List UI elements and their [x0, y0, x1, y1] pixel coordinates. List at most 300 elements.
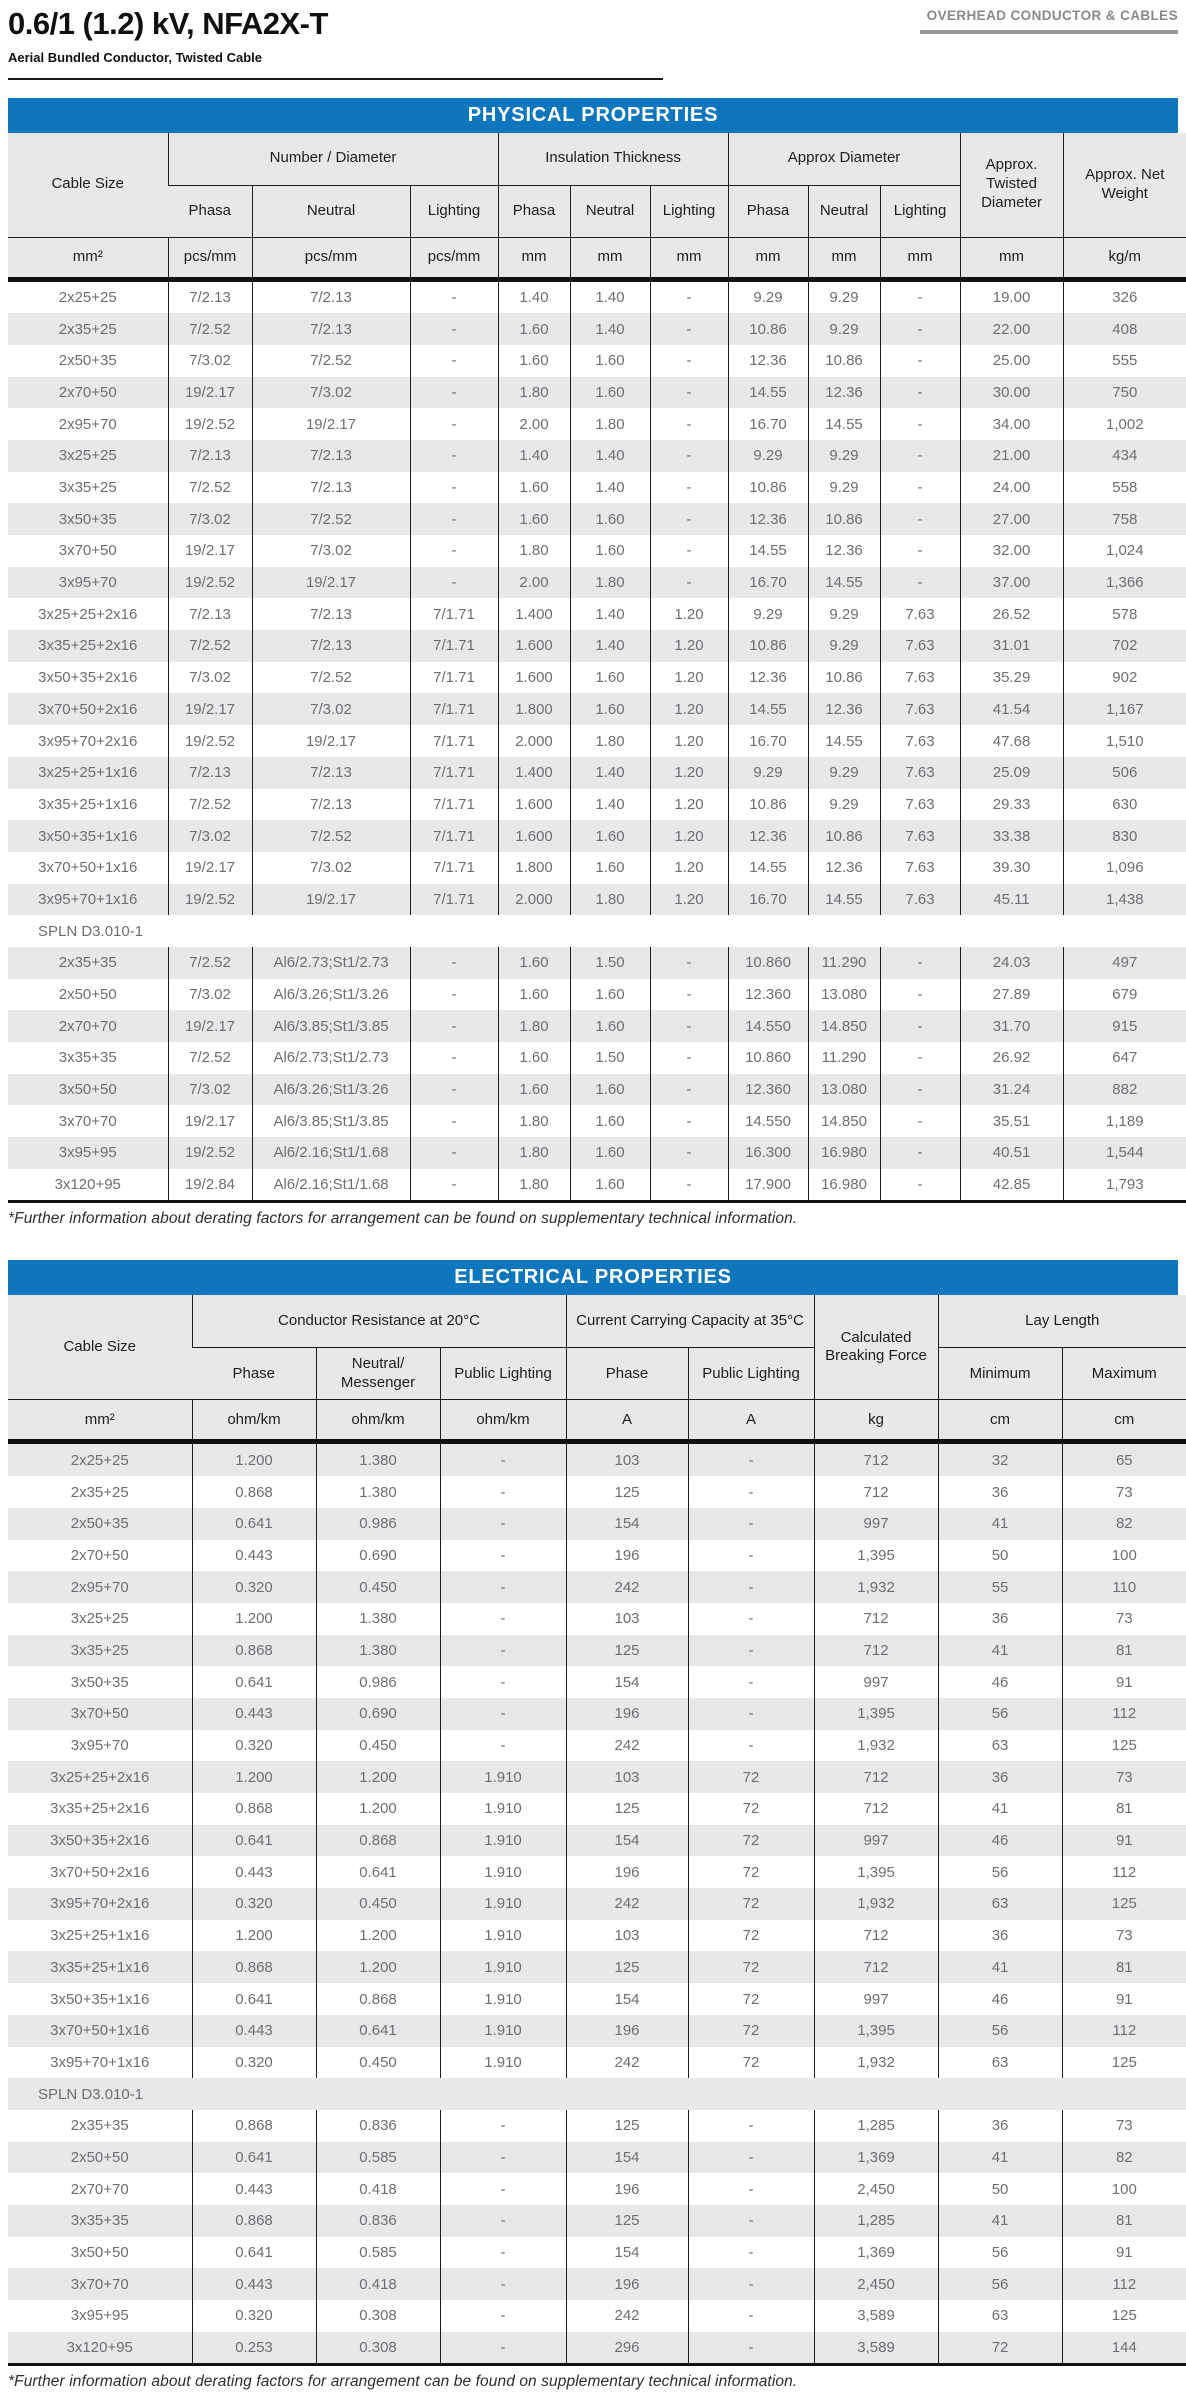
table-row [8, 2205, 1186, 2237]
value-cell: 42.85 [960, 1169, 1063, 1202]
cable-size-cell: 3x35+25+1x16 [38, 795, 138, 813]
value-cell: - [650, 503, 728, 535]
table-row [8, 1666, 1186, 1698]
value-cell: - [880, 1169, 960, 1202]
table-row [8, 345, 1186, 377]
table-row [8, 2332, 1186, 2365]
value-cell: 7/2.13 [252, 440, 410, 472]
value-cell: 7/3.02 [168, 979, 252, 1011]
value-cell: 1.910 [440, 1825, 566, 1857]
table-row [8, 2268, 1186, 2300]
value-cell: 7/3.02 [168, 820, 252, 852]
value-cell: - [650, 535, 728, 567]
value-cell: 91 [1062, 2237, 1186, 2269]
value-cell: 1.600 [498, 820, 570, 852]
value-cell: 31.01 [960, 630, 1063, 662]
value-cell: 35.29 [960, 662, 1063, 694]
value-cell: 154 [566, 1508, 688, 1540]
table-row [8, 1508, 1186, 1540]
value-cell: 0.443 [192, 2173, 316, 2205]
value-cell: 1.380 [316, 1603, 440, 1635]
value-cell: 3,589 [814, 2332, 938, 2365]
cable-size-cell: 3x70+50+2x16 [50, 1863, 150, 1881]
value-cell: - [650, 1074, 728, 1106]
value-cell: 47.68 [960, 725, 1063, 757]
value-cell: 0.585 [316, 2237, 440, 2269]
value-cell: 0.320 [192, 1571, 316, 1603]
value-cell: 103 [566, 1603, 688, 1635]
value-cell: 0.868 [192, 2205, 316, 2237]
electrical-properties-table [8, 1295, 1186, 2366]
col-subheader: Public Lighting [440, 1348, 566, 1400]
value-cell: 1.80 [498, 535, 570, 567]
value-cell: 10.86 [808, 503, 880, 535]
unit-cell: mm² [8, 237, 168, 279]
value-cell: 242 [566, 1571, 688, 1603]
value-cell: - [650, 377, 728, 409]
value-cell: 7.63 [880, 820, 960, 852]
value-cell: 32 [938, 1442, 1062, 1476]
table-row [8, 2300, 1186, 2332]
value-cell: 36 [938, 1603, 1062, 1635]
value-cell: 41 [938, 2205, 1062, 2237]
unit-cell: mm [650, 237, 728, 279]
value-cell: 72 [688, 1888, 814, 1920]
value-cell: 125 [566, 2110, 688, 2142]
cable-size-cell: 3x35+25 [8, 1635, 192, 1667]
value-cell: 0.641 [192, 1825, 316, 1857]
value-cell: 1.40 [570, 440, 650, 472]
value-cell: 1.20 [650, 884, 728, 916]
cable-size-cell: 3x120+95 [54, 1176, 121, 1194]
cable-size-cell: 3x70+70 [58, 1112, 117, 1130]
value-cell: 1,285 [814, 2110, 938, 2142]
value-cell: 100 [1062, 1540, 1186, 1572]
value-cell: 1,932 [814, 1571, 938, 1603]
value-cell: 7.63 [880, 630, 960, 662]
value-cell: 29.33 [960, 789, 1063, 821]
header-group-row [8, 133, 1186, 186]
value-cell: 1.20 [650, 789, 728, 821]
value-cell: 1.80 [498, 1010, 570, 1042]
value-cell: 1.910 [440, 1761, 566, 1793]
value-cell: 1.80 [498, 377, 570, 409]
value-cell: 1.60 [498, 1042, 570, 1074]
table-row [8, 1825, 1186, 1857]
value-cell: 10.86 [728, 789, 808, 821]
value-cell: 1.800 [498, 693, 570, 725]
value-cell: 997 [814, 1983, 938, 2015]
value-cell: 1,395 [814, 1698, 938, 1730]
table-row [8, 1761, 1186, 1793]
value-cell: 0.868 [192, 1793, 316, 1825]
col-subheader: Public Lighting [688, 1348, 814, 1400]
value-cell: 81 [1062, 1635, 1186, 1667]
value-cell: 36 [938, 1761, 1062, 1793]
value-cell: - [880, 313, 960, 345]
value-cell: 830 [1063, 820, 1186, 852]
value-cell: - [440, 1603, 566, 1635]
physical-footnote: *Further information about derating factors for arrangement can be found on supplementary technical information. [8, 1210, 798, 1228]
value-cell: 63 [938, 1888, 1062, 1920]
value-cell: 46 [938, 1666, 1062, 1698]
value-cell: 14.55 [728, 693, 808, 725]
value-cell: 1.200 [192, 1761, 316, 1793]
value-cell: 0.836 [316, 2205, 440, 2237]
cable-size-cell: 3x25+25+2x16 [8, 1761, 192, 1793]
value-cell: 9.29 [728, 598, 808, 630]
value-cell: Al6/2.16;St1/1.68 [252, 1169, 410, 1202]
cable-size-cell: 3x25+25 [8, 440, 168, 472]
value-cell: - [440, 2300, 566, 2332]
value-cell: 7/2.13 [168, 440, 252, 472]
value-cell: 11.290 [808, 1042, 880, 1074]
value-cell: - [440, 1508, 566, 1540]
value-cell: 712 [814, 1476, 938, 1508]
table-row [8, 1074, 1186, 1106]
cable-size-cell: 3x70+50 [8, 1698, 192, 1730]
value-cell: 1,167 [1063, 693, 1186, 725]
table-row [8, 377, 1186, 409]
value-cell: 125 [1062, 2300, 1186, 2332]
value-cell: - [650, 440, 728, 472]
value-cell: - [410, 1074, 498, 1106]
value-cell: 1,932 [814, 1888, 938, 1920]
value-cell: 1,395 [814, 1856, 938, 1888]
value-cell: 0.641 [192, 1666, 316, 1698]
unit-cell: mm [880, 237, 960, 279]
value-cell: - [650, 408, 728, 440]
value-cell: 7/2.52 [168, 947, 252, 979]
value-cell: 22.00 [960, 313, 1063, 345]
unit-cell: mm [498, 237, 570, 279]
value-cell: 82 [1062, 2142, 1186, 2174]
value-cell: 50 [938, 1540, 1062, 1572]
value-cell: 1.40 [570, 598, 650, 630]
value-cell: 712 [814, 1793, 938, 1825]
value-cell: 242 [566, 2300, 688, 2332]
value-cell: 0.690 [316, 1698, 440, 1730]
unit-cell: mm [960, 237, 1063, 279]
table-row [8, 313, 1186, 345]
value-cell: 73 [1062, 2110, 1186, 2142]
value-cell: 1.200 [192, 1920, 316, 1952]
value-cell: 39.30 [960, 852, 1063, 884]
value-cell: 36 [938, 2110, 1062, 2142]
value-cell: 1.60 [570, 377, 650, 409]
value-cell: Al6/3.85;St1/3.85 [252, 1010, 410, 1042]
value-cell: 9.29 [808, 757, 880, 789]
value-cell: 555 [1063, 345, 1186, 377]
value-cell: 2.000 [498, 725, 570, 757]
value-cell: - [880, 279, 960, 313]
value-cell: 7/1.71 [410, 820, 498, 852]
value-cell: 154 [566, 1825, 688, 1857]
col-subheader: Maximum [1062, 1348, 1186, 1400]
table-row [8, 1042, 1186, 1074]
value-cell: 1.60 [570, 1010, 650, 1042]
value-cell: - [688, 2268, 814, 2300]
col-header-twisted-diameter: Approx. Twisted Diameter [960, 133, 1063, 238]
value-cell: 14.55 [728, 535, 808, 567]
value-cell: 1.20 [650, 820, 728, 852]
value-cell: 1.40 [570, 279, 650, 313]
value-cell: 41 [938, 1793, 1062, 1825]
value-cell: - [650, 345, 728, 377]
value-cell: - [880, 1042, 960, 1074]
value-cell: 41 [938, 1951, 1062, 1983]
value-cell: 19.00 [960, 279, 1063, 313]
value-cell: 0.641 [192, 1508, 316, 1540]
col-group-current-capacity: Current Carrying Capacity at 35°C [566, 1295, 814, 1348]
value-cell: 1.60 [498, 503, 570, 535]
value-cell: - [688, 2173, 814, 2205]
table-row [8, 1169, 1186, 1202]
value-cell: - [650, 1010, 728, 1042]
value-cell: 1.40 [570, 789, 650, 821]
value-cell: 34.00 [960, 408, 1063, 440]
cable-size-cell: 3x25+25+2x16 [38, 605, 138, 623]
value-cell: 1.40 [570, 313, 650, 345]
value-cell: - [880, 567, 960, 599]
value-cell: 1.80 [570, 567, 650, 599]
value-cell: 125 [566, 1476, 688, 1508]
cable-size-cell: 3x35+25+1x16 [8, 1951, 192, 1983]
value-cell: 1.380 [316, 1476, 440, 1508]
value-cell: 7/2.52 [252, 345, 410, 377]
col-header-cable-size: Cable Size [8, 1295, 192, 1400]
table-row [8, 2110, 1186, 2142]
value-cell: 12.36 [808, 693, 880, 725]
value-cell: 7/2.13 [252, 789, 410, 821]
value-cell: 1.60 [570, 693, 650, 725]
value-cell: - [410, 1137, 498, 1169]
value-cell: 125 [566, 2205, 688, 2237]
electrical-section-title: ELECTRICAL PROPERTIES [8, 1260, 1178, 1295]
value-cell: 1.60 [570, 820, 650, 852]
table-row [8, 1442, 1186, 1476]
value-cell: 19/2.52 [168, 408, 252, 440]
table-row [8, 503, 1186, 535]
value-cell: 14.850 [808, 1010, 880, 1042]
value-cell: 19/2.17 [252, 725, 410, 757]
value-cell: 7/2.13 [252, 472, 410, 504]
cable-size-cell: 3x95+70 [70, 1737, 129, 1755]
value-cell: 103 [566, 1761, 688, 1793]
table-row [8, 1635, 1186, 1667]
value-cell: - [880, 472, 960, 504]
section-label: SPLN D3.010-1 [8, 2078, 1186, 2110]
value-cell: 9.29 [728, 757, 808, 789]
value-cell: 1.910 [440, 1920, 566, 1952]
table-row [8, 1571, 1186, 1603]
unit-cell: A [566, 1400, 688, 1442]
value-cell: 497 [1063, 947, 1186, 979]
value-cell: 41.54 [960, 693, 1063, 725]
value-cell: 915 [1063, 1010, 1186, 1042]
value-cell: 12.36 [808, 852, 880, 884]
value-cell: - [688, 1666, 814, 1698]
value-cell: - [440, 2205, 566, 2237]
value-cell: 0.253 [192, 2332, 316, 2365]
unit-cell: ohm/km [316, 1400, 440, 1442]
value-cell: 0.308 [316, 2300, 440, 2332]
value-cell: - [410, 1169, 498, 1202]
value-cell: 72 [688, 1920, 814, 1952]
col-header-cable-size: Cable Size [8, 133, 168, 238]
value-cell: - [410, 313, 498, 345]
table-row [8, 630, 1186, 662]
value-cell: 19/2.52 [168, 1137, 252, 1169]
table-row [8, 1603, 1186, 1635]
table-row [8, 1856, 1186, 1888]
value-cell: - [688, 1571, 814, 1603]
value-cell: 16.70 [728, 408, 808, 440]
value-cell: 1.80 [570, 408, 650, 440]
value-cell: 19/2.17 [168, 377, 252, 409]
value-cell: Al6/3.26;St1/3.26 [252, 979, 410, 1011]
value-cell: 26.92 [960, 1042, 1063, 1074]
value-cell: 712 [814, 1951, 938, 1983]
cable-size-cell: 3x50+35+2x16 [38, 669, 138, 687]
value-cell: 56 [938, 1698, 1062, 1730]
value-cell: 196 [566, 1540, 688, 1572]
value-cell: 12.36 [808, 377, 880, 409]
value-cell: 0.443 [192, 1856, 316, 1888]
value-cell: 46 [938, 1825, 1062, 1857]
table-row [8, 915, 1186, 947]
value-cell: 2,450 [814, 2173, 938, 2205]
value-cell: 30.00 [960, 377, 1063, 409]
value-cell: - [440, 1635, 566, 1667]
value-cell: 0.450 [316, 1730, 440, 1762]
cable-size-cell: 3x50+50 [70, 2244, 129, 2262]
value-cell: - [688, 2205, 814, 2237]
value-cell: - [650, 1042, 728, 1074]
col-subheader: Minimum [938, 1348, 1062, 1400]
value-cell: 0.868 [192, 2110, 316, 2142]
table-row [8, 598, 1186, 630]
cable-size-cell: 2x50+35 [58, 352, 117, 370]
unit-cell: mm² [8, 1400, 192, 1442]
value-cell: 2.00 [498, 408, 570, 440]
value-cell: - [880, 1074, 960, 1106]
cable-size-cell: 3x25+25 [70, 1610, 129, 1628]
table-row [8, 2015, 1186, 2047]
value-cell: 154 [566, 2237, 688, 2269]
value-cell: 19/2.17 [168, 852, 252, 884]
value-cell: 25.09 [960, 757, 1063, 789]
value-cell: 7/3.02 [252, 852, 410, 884]
table-row [8, 2047, 1186, 2079]
value-cell: 1.60 [570, 662, 650, 694]
value-cell: 882 [1063, 1074, 1186, 1106]
value-cell: 10.86 [728, 313, 808, 345]
value-cell: 296 [566, 2332, 688, 2365]
value-cell: 196 [566, 1698, 688, 1730]
table-row [8, 2237, 1186, 2269]
value-cell: 14.55 [808, 884, 880, 916]
cable-size-cell: 3x70+50+2x16 [8, 693, 168, 725]
value-cell: 14.550 [728, 1010, 808, 1042]
physical-section-title: PHYSICAL PROPERTIES [8, 98, 1178, 133]
value-cell: 1.60 [570, 345, 650, 377]
value-cell: - [688, 1730, 814, 1762]
cable-size-cell: 2x25+25 [8, 1442, 192, 1476]
value-cell: 72 [688, 2047, 814, 2079]
value-cell: Al6/3.26;St1/3.26 [252, 1074, 410, 1106]
value-cell: 997 [814, 1666, 938, 1698]
table-row [8, 408, 1186, 440]
value-cell: 7.63 [880, 789, 960, 821]
value-cell: 10.86 [728, 630, 808, 662]
table-row [8, 1010, 1186, 1042]
value-cell: 19/2.52 [168, 725, 252, 757]
value-cell: 1.20 [650, 598, 728, 630]
col-subheader: Neutral/ Messenger [316, 1348, 440, 1400]
value-cell: - [410, 979, 498, 1011]
cable-size-cell: 2x25+25 [58, 288, 117, 306]
value-cell: 0.641 [192, 2237, 316, 2269]
value-cell: 72 [688, 1761, 814, 1793]
value-cell: 0.450 [316, 1571, 440, 1603]
value-cell: 21.00 [960, 440, 1063, 472]
value-cell: 112 [1062, 1698, 1186, 1730]
cable-size-cell: 3x35+25 [58, 479, 117, 497]
cable-size-cell: 3x50+35+1x16 [8, 820, 168, 852]
table-row [8, 2173, 1186, 2205]
cable-size-cell: 3x70+50 [58, 542, 117, 560]
col-group-number-diameter: Number / Diameter [168, 133, 498, 186]
value-cell: 7/3.02 [168, 662, 252, 694]
col-subheader: Phase [192, 1348, 316, 1400]
value-cell: 12.36 [728, 820, 808, 852]
value-cell: 7/2.52 [168, 472, 252, 504]
value-cell: 72 [688, 1825, 814, 1857]
value-cell: 45.11 [960, 884, 1063, 916]
value-cell: 1,793 [1063, 1169, 1186, 1202]
value-cell: 1.20 [650, 630, 728, 662]
unit-cell: cm [1062, 1400, 1186, 1442]
value-cell: 0.986 [316, 1508, 440, 1540]
value-cell: - [880, 1105, 960, 1137]
value-cell: - [440, 1442, 566, 1476]
value-cell: - [650, 979, 728, 1011]
value-cell: 0.868 [316, 1825, 440, 1857]
value-cell: 0.450 [316, 1888, 440, 1920]
value-cell: 0.443 [192, 1698, 316, 1730]
cable-size-cell: 2x70+70 [70, 2180, 129, 2198]
cable-size-cell: 3x50+50 [8, 1074, 168, 1106]
value-cell: 81 [1062, 2205, 1186, 2237]
col-header-net-weight: Approx. Net Weight [1063, 133, 1186, 238]
value-cell: 41 [938, 2142, 1062, 2174]
table-row [8, 1476, 1186, 1508]
category-label: OVERHEAD CONDUCTOR & CABLES [926, 8, 1178, 23]
col-group-insulation-thickness: Insulation Thickness [498, 133, 728, 186]
value-cell: 1,285 [814, 2205, 938, 2237]
value-cell: 10.860 [728, 1042, 808, 1074]
unit-cell: ohm/km [440, 1400, 566, 1442]
table-row [8, 725, 1186, 757]
cable-size-cell: 3x95+70+1x16 [8, 884, 168, 916]
value-cell: 154 [566, 1666, 688, 1698]
value-cell: 7/3.02 [252, 535, 410, 567]
value-cell: 14.55 [808, 567, 880, 599]
value-cell: - [688, 1476, 814, 1508]
table-row [8, 1540, 1186, 1572]
value-cell: 103 [566, 1920, 688, 1952]
